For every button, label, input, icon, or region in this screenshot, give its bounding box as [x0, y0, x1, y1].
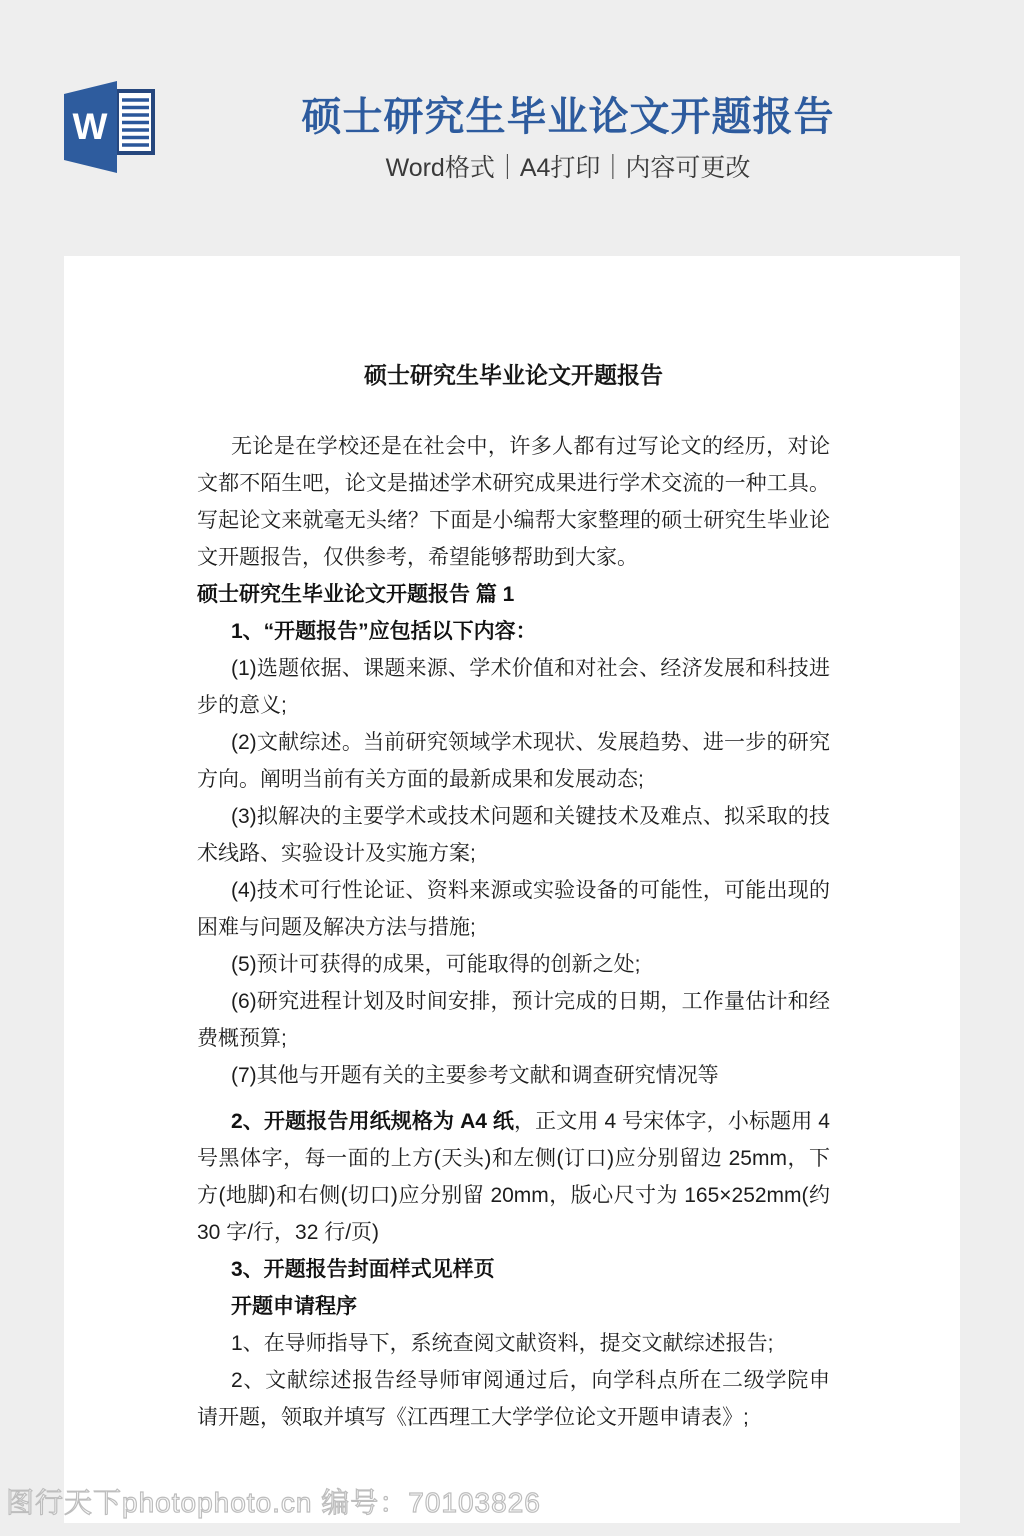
paragraph: (3)拟解决的主要学术或技术问题和关键技术及难点、拟采取的技术线路、实验设计及实施方案;	[197, 805, 830, 865]
paragraph: 2、文献综述报告经导师审阅通过后，向学科点所在二级学院申请开题，领取并填写《江西理工大学学位论文开题申请表》;	[197, 1369, 830, 1429]
paragraph: 1、“开题报告”应包括以下内容：	[231, 620, 537, 643]
paragraph: 无论是在学校还是在社会中，许多人都有过写论文的经历，对论文都不陌生吧，论文是描述学术研究成果进行学术交流的一种工具。写起论文来就毫无头绪？下面是小编帮大家整理的硕士研究生毕业论文开题报告，仅供参考，希望能够帮助到大家。	[197, 435, 830, 569]
paragraph: (2)文献综述。当前研究领域学术现状、发展趋势、进一步的研究方向。阐明当前有关方面的最新成果和发展动态;	[197, 731, 830, 791]
paragraph: (5)预计可获得的成果，可能取得的创新之处;	[231, 953, 641, 976]
paragraph: (7)其他与开题有关的主要参考文献和调查研究情况等	[231, 1064, 719, 1087]
page-subtitle: Word格式｜A4打印｜内容可更改	[385, 154, 751, 182]
page-title: 硕士研究生毕业论文开题报告	[301, 95, 835, 139]
paragraph-bold-lead: 2、开题报告用纸规格为 A4 纸	[231, 1110, 515, 1133]
paragraph: (4)技术可行性论证、资料来源或实验设备的可能性，可能出现的困难与问题及解决方法与措施;	[197, 879, 830, 939]
paragraph: 1、在导师指导下，系统查阅文献资料，提交文献综述报告;	[231, 1332, 774, 1355]
paragraph: 开题申请程序	[231, 1295, 357, 1318]
document-page	[64, 256, 960, 1523]
word-document-icon	[64, 80, 156, 174]
word-icon-page-lines	[122, 100, 149, 145]
header-text-block	[186, 94, 950, 182]
paragraph: 硕士研究生毕业论文开题报告 篇 1	[197, 583, 515, 606]
paragraph: (6)研究进程计划及时间安排，预计完成的日期，工作量估计和经费概预算;	[197, 990, 830, 1050]
paragraph: 3、开题报告封面样式见样页	[231, 1258, 495, 1281]
document-body	[197, 428, 830, 1436]
word-icon-letter: W	[72, 106, 108, 147]
watermark-text: 图行天下photophoto.cn 编号：70103826	[6, 1487, 541, 1518]
paragraph: (1)选题依据、课题来源、学术价值和对社会、经济发展和科技进步的意义;	[197, 657, 830, 717]
paragraph: 2、开题报告用纸规格为 A4 纸，正文用 4 号宋体字，小标题用 4 号黑体字，每一面的上方(天头)和左侧(订口)应分别留边 25mm，下方(地脚)和右侧(切口)应分别留 20mm，版心尺寸为 165×252mm(约 30 字/行，32 行/页)	[197, 1110, 830, 1244]
document-title: 硕士研究生毕业论文开题报告	[364, 362, 663, 388]
